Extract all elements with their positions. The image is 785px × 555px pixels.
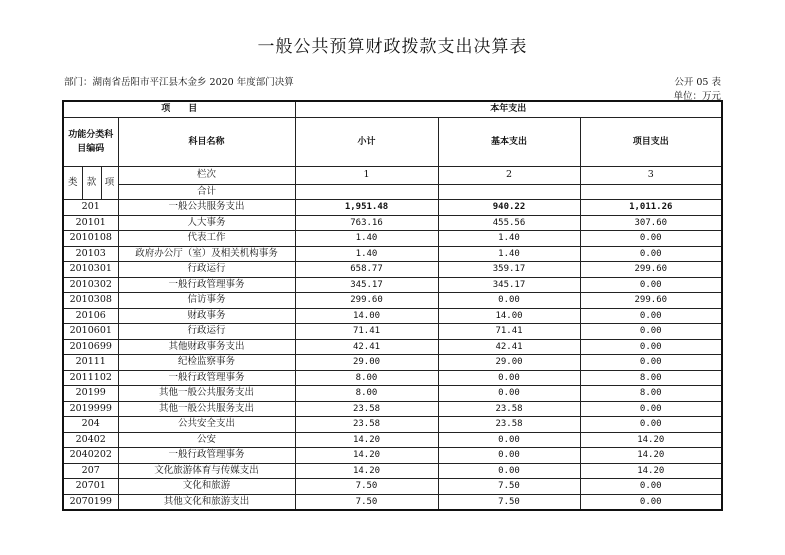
row-project: 299.60	[580, 293, 722, 309]
header-subtotal: 小计	[295, 117, 438, 166]
row-basic: 7.50	[438, 494, 580, 510]
row-project: 0.00	[580, 246, 722, 262]
header-subject-name: 科目名称	[118, 117, 295, 166]
row-code: 20106	[63, 308, 118, 324]
row-basic: 359.17	[438, 262, 580, 278]
row-basic: 7.50	[438, 479, 580, 495]
table-row	[63, 262, 722, 278]
row-basic: 940.22	[438, 200, 580, 216]
row-basic: 29.00	[438, 355, 580, 371]
row-project: 0.00	[580, 417, 722, 433]
table-row	[63, 479, 722, 495]
row-name: 文化和旅游	[118, 479, 295, 495]
row-code: 2010308	[63, 293, 118, 309]
row-code: 207	[63, 463, 118, 479]
header-basic: 基本支出	[438, 117, 580, 166]
department-label: 部门：湖南省岳阳市平江县木金乡 2020 年度部门决算	[64, 77, 294, 88]
row-subtotal: 14.00	[295, 308, 438, 324]
header-xiang: 项	[101, 166, 118, 200]
row-subtotal: 1,951.48	[295, 200, 438, 216]
column-number-1: 1	[295, 166, 438, 184]
row-name: 其他一般公共服务支出	[118, 401, 295, 417]
row-basic: 0.00	[438, 432, 580, 448]
row-code: 20111	[63, 355, 118, 371]
row-subtotal: 23.58	[295, 401, 438, 417]
row-subtotal: 14.20	[295, 432, 438, 448]
row-name: 人大事务	[118, 215, 295, 231]
row-name: 其他一般公共服务支出	[118, 386, 295, 402]
row-basic: 0.00	[438, 293, 580, 309]
header-item: 项 目	[63, 101, 295, 117]
row-subtotal: 658.77	[295, 262, 438, 278]
table-row	[63, 417, 722, 433]
row-subtotal: 29.00	[295, 355, 438, 371]
row-code: 20103	[63, 246, 118, 262]
table-row	[63, 448, 722, 464]
header-kuan: 款	[82, 166, 101, 200]
row-project: 14.20	[580, 463, 722, 479]
row-subtotal: 7.50	[295, 494, 438, 510]
row-name: 文化旅游体育与传媒支出	[118, 463, 295, 479]
table-row	[63, 324, 722, 340]
row-basic: 14.00	[438, 308, 580, 324]
row-project: 14.20	[580, 448, 722, 464]
row-code: 201	[63, 200, 118, 216]
total-basic	[438, 184, 580, 200]
row-code: 2010108	[63, 231, 118, 247]
row-code: 20199	[63, 386, 118, 402]
row-name: 纪检监察事务	[118, 355, 295, 371]
row-subtotal: 345.17	[295, 277, 438, 293]
row-code: 204	[63, 417, 118, 433]
unit-label: 单位：万元	[673, 91, 721, 102]
row-project: 0.00	[580, 324, 722, 340]
header-lei: 类	[63, 166, 82, 200]
row-basic: 0.00	[438, 370, 580, 386]
row-project: 8.00	[580, 370, 722, 386]
table-row	[63, 432, 722, 448]
row-project: 8.00	[580, 386, 722, 402]
table-row	[63, 293, 722, 309]
table-row	[63, 339, 722, 355]
row-subtotal: 14.20	[295, 463, 438, 479]
row-name: 代表工作	[118, 231, 295, 247]
row-project: 299.60	[580, 262, 722, 278]
row-code: 2010302	[63, 277, 118, 293]
row-code: 2010301	[63, 262, 118, 278]
row-project: 0.00	[580, 479, 722, 495]
table-row	[63, 370, 722, 386]
row-project: 0.00	[580, 494, 722, 510]
header-project: 项目支出	[580, 117, 722, 166]
row-name: 一般行政管理事务	[118, 448, 295, 464]
row-project: 0.00	[580, 308, 722, 324]
row-subtotal: 8.00	[295, 386, 438, 402]
row-basic: 455.56	[438, 215, 580, 231]
document-title: 一般公共预算财政拨款支出决算表	[257, 37, 528, 57]
table-row	[63, 494, 722, 510]
row-code: 2011102	[63, 370, 118, 386]
row-subtotal: 1.40	[295, 246, 438, 262]
row-name: 其他财政事务支出	[118, 339, 295, 355]
table-row	[63, 355, 722, 371]
row-subtotal: 7.50	[295, 479, 438, 495]
column-number-3: 3	[580, 166, 722, 184]
row-subtotal: 23.58	[295, 417, 438, 433]
row-name: 一般公共服务支出	[118, 200, 295, 216]
table-row	[63, 386, 722, 402]
row-subtotal: 763.16	[295, 215, 438, 231]
row-project: 0.00	[580, 355, 722, 371]
row-project: 0.00	[580, 277, 722, 293]
row-code: 20402	[63, 432, 118, 448]
row-name: 公安	[118, 432, 295, 448]
row-basic: 0.00	[438, 386, 580, 402]
row-name: 政府办公厅（室）及相关机构事务	[118, 246, 295, 262]
row-basic: 0.00	[438, 463, 580, 479]
header-annual: 本年支出	[295, 101, 722, 117]
row-name: 一般行政管理事务	[118, 277, 295, 293]
form-number: 公开 05 表	[674, 77, 721, 88]
table-row	[63, 231, 722, 247]
row-code: 2010699	[63, 339, 118, 355]
row-basic: 1.40	[438, 231, 580, 247]
row-basic: 23.58	[438, 401, 580, 417]
header-func-code: 功能分类科目编码	[63, 117, 118, 166]
row-basic: 345.17	[438, 277, 580, 293]
row-project: 0.00	[580, 231, 722, 247]
row-code: 2070199	[63, 494, 118, 510]
header-lanci: 栏次	[118, 166, 295, 184]
expenditure-table	[62, 100, 723, 511]
total-subtotal	[295, 184, 438, 200]
column-number-2: 2	[438, 166, 580, 184]
row-basic: 71.41	[438, 324, 580, 340]
row-subtotal: 14.20	[295, 448, 438, 464]
row-name: 公共安全支出	[118, 417, 295, 433]
row-project: 307.60	[580, 215, 722, 231]
table-row	[63, 308, 722, 324]
row-name: 财政事务	[118, 308, 295, 324]
row-project: 0.00	[580, 339, 722, 355]
row-basic: 23.58	[438, 417, 580, 433]
row-subtotal: 71.41	[295, 324, 438, 340]
row-subtotal: 8.00	[295, 370, 438, 386]
row-subtotal: 1.40	[295, 231, 438, 247]
row-name: 行政运行	[118, 324, 295, 340]
row-project: 14.20	[580, 432, 722, 448]
row-name: 行政运行	[118, 262, 295, 278]
row-basic: 42.41	[438, 339, 580, 355]
row-project: 0.00	[580, 401, 722, 417]
row-code: 2040202	[63, 448, 118, 464]
row-subtotal: 42.41	[295, 339, 438, 355]
row-code: 2019999	[63, 401, 118, 417]
row-name: 信访事务	[118, 293, 295, 309]
row-basic: 1.40	[438, 246, 580, 262]
row-code: 2010601	[63, 324, 118, 340]
table-row	[63, 401, 722, 417]
total-project	[580, 184, 722, 200]
row-code: 20101	[63, 215, 118, 231]
row-name: 其他文化和旅游支出	[118, 494, 295, 510]
table-row	[63, 463, 722, 479]
table-row	[63, 246, 722, 262]
row-basic: 0.00	[438, 448, 580, 464]
total-label: 合计	[118, 184, 295, 200]
table-row	[63, 215, 722, 231]
row-project: 1,011.26	[580, 200, 722, 216]
table-row	[63, 200, 722, 216]
row-subtotal: 299.60	[295, 293, 438, 309]
row-name: 一般行政管理事务	[118, 370, 295, 386]
table-row	[63, 277, 722, 293]
row-code: 20701	[63, 479, 118, 495]
